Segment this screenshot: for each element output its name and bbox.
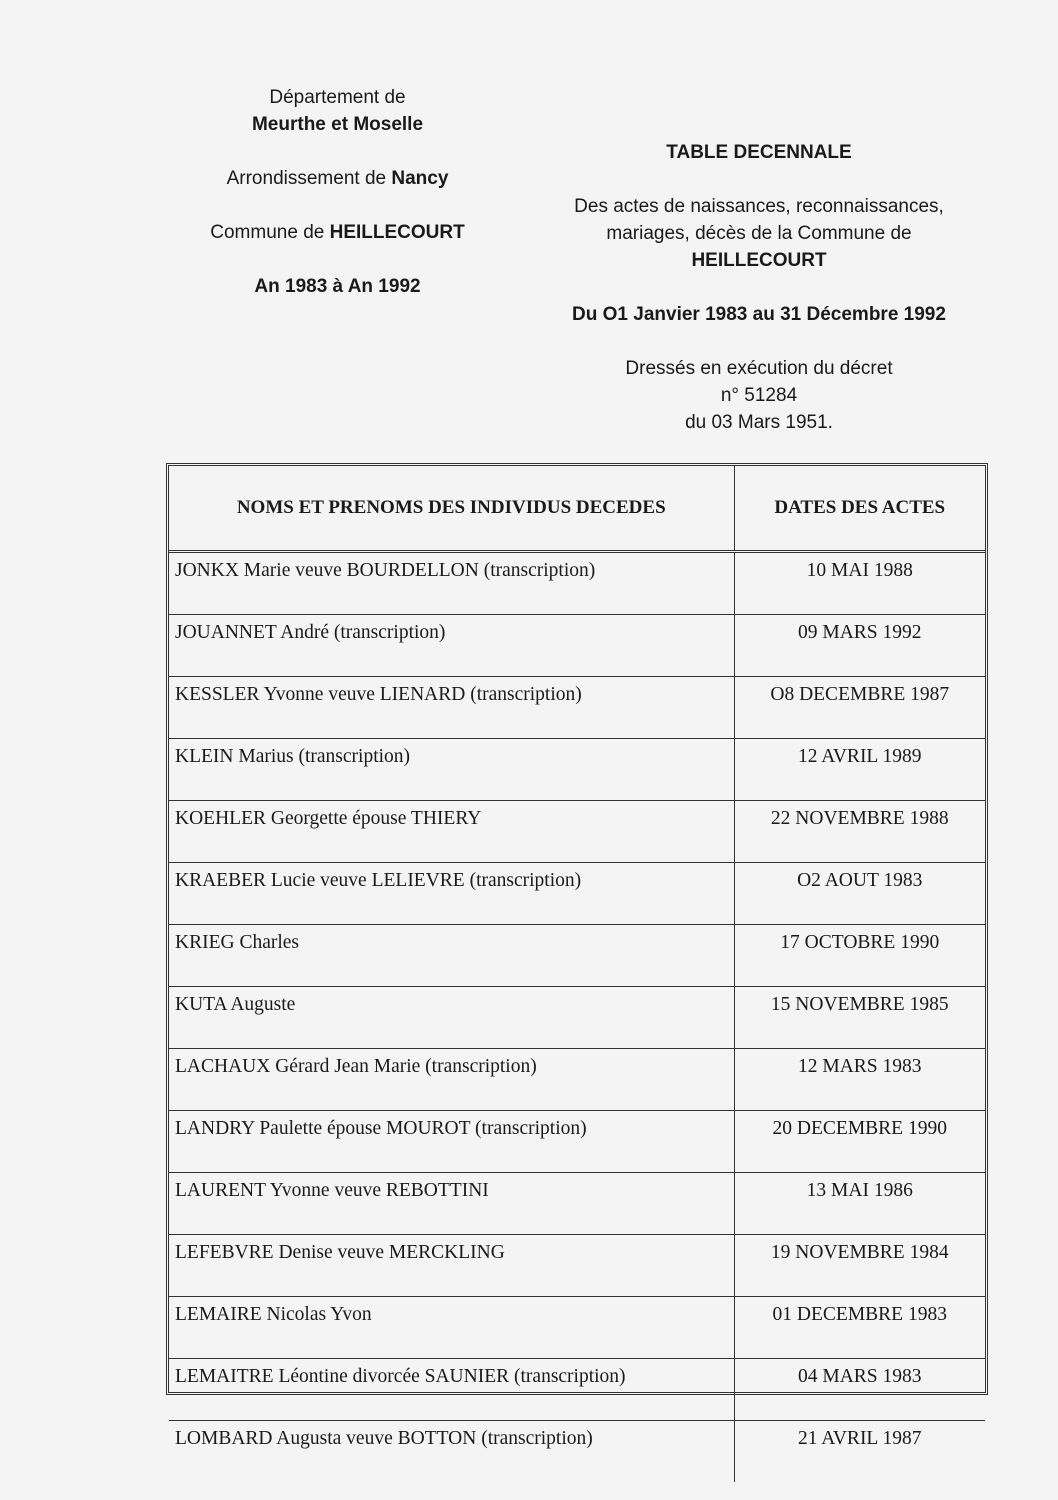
administrative-header [190,84,485,300]
name-cell: JONKX Marie veuve BOURDELLON (transcription) [169,552,734,615]
name-cell: KRAEBER Lucie veuve LELIEVRE (transcription) [169,863,734,925]
table-row [169,1421,985,1483]
arrondissement-name: Nancy [391,168,449,189]
name-cell: KRIEG Charles [169,925,734,987]
date-cell: 21 AVRIL 1987 [734,1421,985,1483]
date-cell: 22 NOVEMBRE 1988 [734,801,985,863]
name-cell: LANDRY Paulette épouse MOUROT (transcription) [169,1111,734,1173]
table-row [169,1235,985,1297]
table-row [169,739,985,801]
arrondissement-prefix: Arrondissement de [226,168,392,189]
name-cell: KESSLER Yvonne veuve LIENARD (transcription) [169,677,734,739]
document-title-block [540,139,978,436]
date-cell: 10 MAI 1988 [806,560,913,581]
commune-name: HEILLECOURT [329,222,465,243]
date-cell: 15 NOVEMBRE 1985 [734,987,985,1049]
date-cell: O2 AOUT 1983 [734,863,985,925]
document-title: TABLE DECENNALE [666,142,852,163]
commune-line [190,219,485,246]
table-row [169,615,985,677]
arrondissement-line [190,165,485,192]
table-row [169,1049,985,1111]
column-header-names: NOMS ET PRENOMS DES INDIVIDUS DECEDES [169,466,734,552]
name-cell: KLEIN Marius (transcription) [169,739,734,801]
description-line-1: Des actes de naissances, reconnaissances, [574,196,944,217]
period: An 1983 à An 1992 [254,276,421,297]
date-cell: 19 NOVEMBRE 1984 [734,1235,985,1297]
table-row [169,1173,985,1235]
decree-line-3: du 03 Mars 1951. [685,412,833,433]
table-row [169,987,985,1049]
departement-name: Meurthe et Moselle [251,114,424,135]
date-cell: 20 DECEMBRE 1990 [734,1111,985,1173]
date-cell: 12 AVRIL 1989 [734,739,985,801]
name-cell: LEMAITRE Léontine divorcée SAUNIER (transcription) [169,1359,734,1421]
date-cell: 13 MAI 1986 [734,1173,985,1235]
description-commune: HEILLECOURT [691,250,827,271]
date-cell: O8 DECEMBRE 1987 [734,677,985,739]
name-cell: JOUANNET André (transcription) [169,615,734,677]
table-row [169,677,985,739]
table-row [169,801,985,863]
date-cell: 01 DECEMBRE 1983 [734,1297,985,1359]
date-cell: 04 MARS 1983 [734,1359,985,1421]
name-cell: KUTA Auguste [169,987,734,1049]
table-row [169,863,985,925]
table-row [169,1297,985,1359]
table-row [169,925,985,987]
date-cell: 12 MARS 1983 [734,1049,985,1111]
date-range: Du O1 Janvier 1983 au 31 Décembre 1992 [572,304,946,325]
name-cell: LAURENT Yvonne veuve REBOTTINI [169,1173,734,1235]
name-cell: LEFEBVRE Denise veuve MERCKLING [169,1235,734,1297]
name-cell: LACHAUX Gérard Jean Marie (transcription) [169,1049,734,1111]
description-line-2: mariages, décès de la Commune de [606,223,912,244]
deaths-table [169,466,985,1482]
date-cell: 17 OCTOBRE 1990 [734,925,985,987]
name-cell: KOEHLER Georgette épouse THIERY [169,801,734,863]
column-header-dates: DATES DES ACTES [734,466,985,552]
decree-line-2: n° 51284 [720,385,798,406]
departement-label: Département de [269,87,406,108]
table-row [169,552,985,615]
table-header-row [169,466,985,552]
table-row [169,1359,985,1421]
date-cell: 09 MARS 1992 [734,615,985,677]
name-cell: LEMAIRE Nicolas Yvon [169,1297,734,1359]
commune-prefix: Commune de [210,222,330,243]
decree-line-1: Dressés en exécution du décret [625,358,893,379]
name-cell: LOMBARD Augusta veuve BOTTON (transcription) [169,1421,734,1483]
deaths-table-frame [166,463,988,1449]
table-row [169,1111,985,1173]
